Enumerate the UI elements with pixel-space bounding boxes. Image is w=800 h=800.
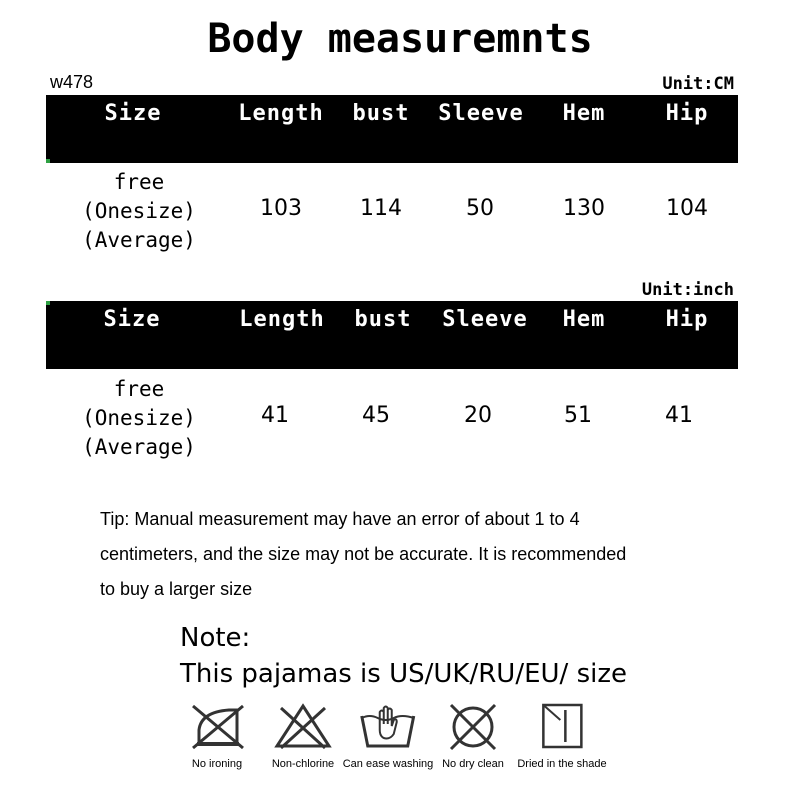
- tip-line-2: centimeters, and the size may not be accurate. It is recommended: [100, 544, 627, 564]
- page-title: Body measuremnts: [207, 16, 593, 62]
- value-bust: 114: [360, 196, 402, 221]
- care-non-chlorine: [271, 700, 335, 770]
- note-size-standard: This pajamas is US/UK/RU/EU/ size: [180, 659, 627, 689]
- table-row-inch: [46, 375, 738, 475]
- dry-in-shade-icon: [530, 700, 594, 752]
- note-heading: Note:: [180, 623, 251, 653]
- unit-label-inch: Unit:inch: [641, 280, 734, 300]
- header-size: Size: [104, 101, 162, 126]
- size-free: free: [113, 377, 165, 401]
- care-instructions: [176, 700, 616, 780]
- care-no-ironing: [185, 700, 249, 770]
- value-length: 41: [261, 403, 289, 428]
- header-sleeve: Sleeve: [442, 307, 528, 332]
- header-length: Length: [239, 307, 325, 332]
- value-hip: 104: [666, 196, 708, 221]
- accent-mark: [46, 159, 50, 163]
- value-hem: 51: [564, 403, 592, 428]
- care-hand-wash: [343, 700, 434, 770]
- tip-line-1: Tip: Manual measurement may have an error of about 1 to 4: [100, 509, 580, 529]
- accent-mark: [46, 301, 50, 305]
- header-bust: bust: [354, 307, 412, 332]
- value-length: 103: [260, 196, 302, 221]
- size-average: (Average): [82, 435, 196, 459]
- header-hip: Hip: [665, 307, 709, 332]
- care-label: Dried in the shade: [517, 758, 607, 770]
- table-header-cm: [46, 95, 738, 163]
- header-hem: Hem: [562, 101, 606, 126]
- size-onesize: (Onesize): [82, 406, 196, 430]
- care-label: Can ease washing: [342, 758, 434, 770]
- value-hem: 130: [563, 196, 605, 221]
- value-sleeve: 20: [464, 403, 492, 428]
- unit-label-cm: Unit:CM: [662, 74, 734, 94]
- header-bust: bust: [352, 101, 410, 126]
- care-label: Non-chlorine: [271, 758, 335, 770]
- hand-wash-icon: [356, 700, 420, 752]
- note: [180, 620, 627, 692]
- value-bust: 45: [362, 403, 390, 428]
- product-code: w478: [50, 72, 94, 92]
- size-onesize: (Onesize): [82, 199, 196, 223]
- care-dry-in-shade: [517, 700, 606, 770]
- header-sleeve: Sleeve: [438, 101, 524, 126]
- care-label: No dry clean: [442, 758, 504, 770]
- no-ironing-icon: [185, 700, 249, 752]
- size-average: (Average): [82, 228, 196, 252]
- table-row-cm: [46, 168, 738, 268]
- value-sleeve: 50: [466, 196, 494, 221]
- header-hem: Hem: [562, 307, 606, 332]
- header-length: Length: [238, 101, 324, 126]
- care-no-dry-clean: [441, 700, 505, 770]
- tip-text: [100, 502, 720, 607]
- header-hip: Hip: [665, 101, 709, 126]
- non-chlorine-icon: [271, 700, 335, 752]
- value-hip: 41: [665, 403, 693, 428]
- no-dry-clean-icon: [441, 700, 505, 752]
- size-cell: [82, 168, 196, 255]
- tip-line-3: to buy a larger size: [100, 579, 253, 599]
- table-header-inch: [46, 301, 738, 369]
- header-size: Size: [103, 307, 161, 332]
- size-cell: [82, 375, 196, 462]
- size-free: free: [113, 170, 165, 194]
- care-label: No ironing: [191, 758, 243, 770]
